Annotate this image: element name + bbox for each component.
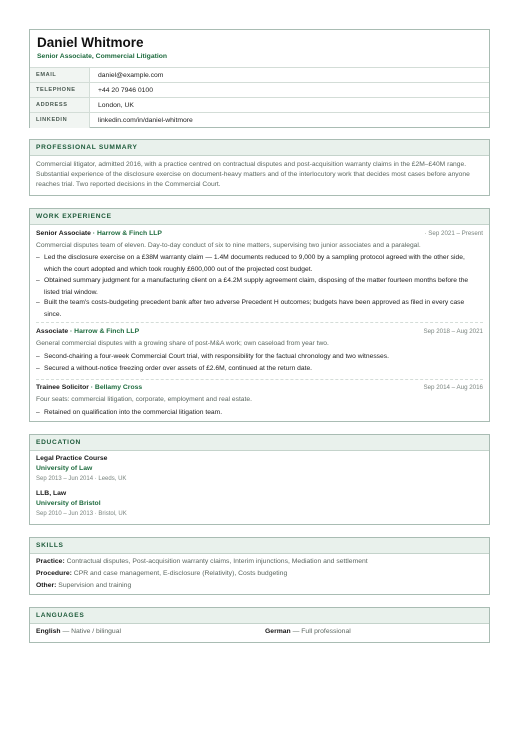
job-bullet: – Led the disclosure exercise on a £38M warranty claim — 1.4M documents reduced to 9,000 by a sampling protocol agreed with the other side, which the court adopted and which took roughly £600,000 out of the projected cost budget. <box>36 254 465 273</box>
job-description: Commercial disputes team of eleven. Day-to-day conduct of six to nine matters, supervising two junior associates and a paralegal. <box>36 242 421 249</box>
skills-section <box>29 537 490 595</box>
section-heading: SKILLS <box>30 538 489 554</box>
candidate-name: Daniel Whitmore <box>37 35 144 50</box>
candidate-role: Senior Associate, Commercial Litigation <box>37 53 168 60</box>
section-heading: LANGUAGES <box>30 608 489 624</box>
skill-label: Practice: <box>36 558 65 565</box>
bullet-text: Obtained summary judgment for a manufacturing client on a £4.2M supply agreement claim, disposing of the matter fourteen months before the listed trial window. <box>44 277 469 296</box>
bullet-text: Led the disclosure exercise on a £38M warranty claim — 1.4M documents reduced to 9,000 by a sampling protocol agreed with the other side, which the court adopted and which took roughly £600,000 out of the projected cost budget. <box>44 254 465 273</box>
language-item <box>265 628 351 635</box>
skill-row <box>36 558 368 565</box>
section-heading: EDUCATION <box>30 435 489 451</box>
education-school: University of Law <box>36 465 93 472</box>
job-bullet: – Built the team's costs-budgeting precedent bank after two adverse Precedent H outcomes; budgets have been approved as filed in every case since. <box>36 299 465 318</box>
contact-row-linkedin <box>30 112 489 128</box>
section-heading: PROFESSIONAL SUMMARY <box>30 140 489 156</box>
contact-row-telephone <box>30 82 489 98</box>
email-value[interactable]: daniel@example.com <box>98 72 164 79</box>
job-header <box>36 383 483 393</box>
job-header <box>36 229 483 239</box>
job-dates: Sep 2014 – Aug 2016 <box>423 384 483 391</box>
languages-section <box>29 607 490 643</box>
language-item <box>36 628 121 635</box>
language-level: — Native / bilingual <box>62 628 121 635</box>
bullet-text: Built the team's costs-budgeting precedent bank after two adverse Precedent H outcomes; budgets have been approved as filed in every case since. <box>44 299 465 318</box>
language-name: German <box>265 628 291 635</box>
linkedin-value[interactable]: linkedin.com/in/daniel-whitmore <box>98 117 193 124</box>
contact-row-address <box>30 97 489 113</box>
skill-value: Supervision and training <box>58 582 132 589</box>
job-description: Four seats: commercial litigation, corporate, employment and real estate. <box>36 396 252 403</box>
bullet-text: Retained on qualification into the commercial litigation team. <box>44 409 223 416</box>
job-company: · Harrow & Finch LLP <box>70 328 140 335</box>
contact-label: LINKEDIN <box>30 113 90 128</box>
summary-text: Commercial litigator, admitted 2016, with a practice centred on contractual disputes and post-acquisition warranty claims in the £2M–£40M range. Substantial experience of the disclosure exercise on document-heavy matters and of the interlocutory work that decides most cases before anyone reaches trial. Two reported decisions in the Commercial Court. <box>36 161 470 188</box>
telephone-value[interactable]: +44 20 7946 0100 <box>98 87 153 94</box>
language-name: English <box>36 628 61 635</box>
skill-value: Contractual disputes, Post-acquisition warranty claims, Interim injunctions, Mediation and settlement <box>66 558 368 565</box>
contact-label: EMAIL <box>30 68 90 83</box>
job-bullet: – Retained on qualification into the commercial litigation team. <box>36 409 223 416</box>
job-divider <box>36 322 483 323</box>
contact-row-email <box>30 67 489 83</box>
job-divider <box>36 379 483 380</box>
job-dates: Sep 2018 – Aug 2021 <box>423 328 483 335</box>
header-card <box>29 29 490 128</box>
education-meta: Sep 2010 – Jun 2013 · Bristol, UK <box>36 511 127 517</box>
skill-label: Other: <box>36 582 57 589</box>
education-degree: LLB, Law <box>36 490 67 497</box>
skill-label: Procedure: <box>36 570 72 577</box>
summary-section <box>29 139 490 196</box>
bullet-text: Second-chairing a four-week Commercial Court trial, with responsibility for the factual chronology and two witnesses. <box>44 353 389 360</box>
job-bullet: – Secured a without-notice freezing order over assets of £2.6M, continued at the return date. <box>36 365 313 372</box>
address-value: London, UK <box>98 102 134 109</box>
bullet-text: Secured a without-notice freezing order over assets of £2.6M, continued at the return date. <box>44 365 313 372</box>
job-company: · Harrow & Finch LLP <box>92 230 162 237</box>
education-school: University of Bristol <box>36 500 101 507</box>
education-degree: Legal Practice Course <box>36 455 108 462</box>
skill-value: CPR and case management, E-disclosure (Relativity), Costs budgeting <box>73 570 288 577</box>
education-meta: Sep 2013 – Jun 2014 · Leeds, UK <box>36 476 127 482</box>
job-dates: · Sep 2021 – Present <box>424 230 483 237</box>
job-title: Associate <box>36 328 69 335</box>
section-heading: WORK EXPERIENCE <box>30 209 489 225</box>
job-title: Trainee Solicitor <box>36 384 89 391</box>
job-bullet: – Second-chairing a four-week Commercial Court trial, with responsibility for the factual chronology and two witnesses. <box>36 353 389 360</box>
contact-label: TELEPHONE <box>30 83 90 98</box>
skill-row <box>36 582 131 589</box>
language-level: — Full professional <box>292 628 351 635</box>
skill-row <box>36 570 287 577</box>
education-section <box>29 434 490 525</box>
contact-label: ADDRESS <box>30 98 90 113</box>
experience-section <box>29 208 490 422</box>
job-company: · Bellamy Cross <box>90 384 143 391</box>
job-header <box>36 327 483 337</box>
job-bullet: – Obtained summary judgment for a manufacturing client on a £4.2M supply agreement claim, disposing of the matter fourteen months before the listed trial window. <box>36 277 469 296</box>
job-description: General commercial disputes with a growing share of post-M&A work; own caseload from year two. <box>36 340 329 347</box>
job-title: Senior Associate <box>36 230 91 237</box>
